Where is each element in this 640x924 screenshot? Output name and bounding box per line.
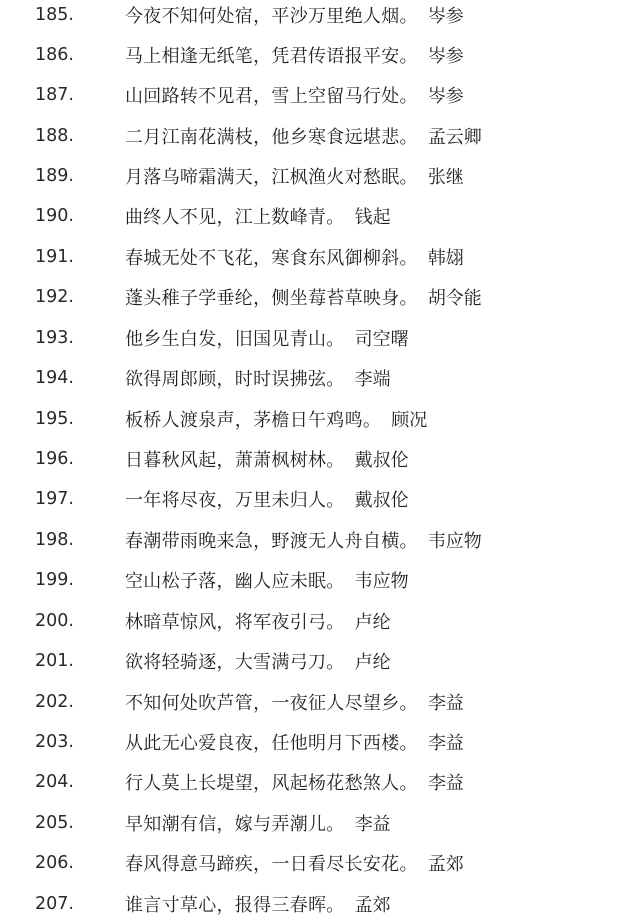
- verse-text: 曲终人不见，江上数峰青。: [125, 207, 345, 228]
- item-number: 186.: [35, 45, 74, 65]
- item-number: 205.: [35, 813, 74, 833]
- verse-text: 马上相逢无纸笔，凭君传语报平安。: [125, 46, 418, 67]
- author-name: 戴叔伦: [354, 450, 409, 471]
- verse-text: 一年将尽夜，万里未归人。: [125, 490, 345, 511]
- author-name: 张继: [427, 167, 464, 188]
- author-name: 韩翃: [427, 248, 464, 269]
- item-number: 207.: [35, 894, 74, 914]
- verse-text: 春风得意马蹄疾，一日看尽长安花。: [125, 854, 418, 875]
- author-name: 李益: [427, 733, 464, 754]
- list-item: [0, 641, 640, 681]
- list-item: [0, 803, 640, 843]
- list-item: [0, 35, 640, 75]
- list-item: [0, 399, 640, 439]
- author-name: 孟郊: [427, 854, 464, 875]
- author-name: 岑参: [427, 86, 464, 107]
- list-item: [0, 601, 640, 641]
- verse-text: 林暗草惊风，将军夜引弓。: [125, 612, 345, 633]
- verse-text: 月落乌啼霜满天，江枫渔火对愁眠。: [125, 167, 418, 188]
- list-item: [0, 439, 640, 479]
- item-number: 200.: [35, 611, 74, 631]
- item-number: 190.: [35, 206, 74, 226]
- list-item: [0, 520, 640, 560]
- verse-text: 早知潮有信，嫁与弄潮儿。: [125, 814, 345, 835]
- verse-text: 蓬头稚子学垂纶，侧坐莓苔草映身。: [125, 288, 418, 309]
- list-item: [0, 156, 640, 196]
- item-number: 197.: [35, 489, 74, 509]
- list-item: [0, 682, 640, 722]
- item-number: 193.: [35, 328, 74, 348]
- verse-text: 行人莫上长堤望，风起杨花愁煞人。: [125, 773, 418, 794]
- author-name: 岑参: [427, 46, 464, 67]
- author-name: 孟云卿: [427, 127, 482, 148]
- list-item: [0, 116, 640, 156]
- verse-text: 谁言寸草心，报得三春晖。: [125, 895, 345, 916]
- verse-text: 日暮秋风起，萧萧枫树林。: [125, 450, 345, 471]
- author-name: 韦应物: [354, 571, 409, 592]
- verse-text: 二月江南花满枝，他乡寒食远堪悲。: [125, 127, 418, 148]
- author-name: 卢纶: [354, 612, 391, 633]
- list-item: [0, 318, 640, 358]
- author-name: 李益: [427, 693, 464, 714]
- item-number: 202.: [35, 692, 74, 712]
- list-item: [0, 196, 640, 236]
- item-number: 198.: [35, 530, 74, 550]
- item-number: 194.: [35, 368, 74, 388]
- list-item: [0, 884, 640, 924]
- author-name: 岑参: [427, 6, 464, 27]
- list-item: [0, 75, 640, 115]
- author-name: 韦应物: [427, 531, 482, 552]
- item-number: 188.: [35, 126, 74, 146]
- list-item: [0, 277, 640, 317]
- author-name: 顾况: [391, 410, 428, 431]
- author-name: 钱起: [354, 207, 391, 228]
- author-name: 司空曙: [354, 329, 409, 350]
- list-item: [0, 762, 640, 802]
- author-name: 李端: [354, 369, 391, 390]
- verse-text: 不知何处吹芦管，一夜征人尽望乡。: [125, 693, 418, 714]
- item-number: 196.: [35, 449, 74, 469]
- item-number: 189.: [35, 166, 74, 186]
- author-name: 孟郊: [354, 895, 391, 916]
- item-number: 199.: [35, 570, 74, 590]
- verse-text: 他乡生白发，旧国见青山。: [125, 329, 345, 350]
- list-item: [0, 479, 640, 519]
- item-number: 201.: [35, 651, 74, 671]
- author-name: 卢纶: [354, 652, 391, 673]
- verse-text: 从此无心爱良夜，任他明月下西楼。: [125, 733, 418, 754]
- list-item: [0, 237, 640, 277]
- verse-text: 空山松子落，幽人应未眠。: [125, 571, 345, 592]
- author-name: 李益: [354, 814, 391, 835]
- item-number: 185.: [35, 5, 74, 25]
- list-item: [0, 560, 640, 600]
- list-item: [0, 722, 640, 762]
- author-name: 李益: [427, 773, 464, 794]
- verse-text: 板桥人渡泉声，茅檐日午鸡鸣。: [125, 410, 382, 431]
- item-number: 204.: [35, 772, 74, 792]
- list-item: [0, 0, 640, 35]
- item-number: 191.: [35, 247, 74, 267]
- verse-text: 春城无处不飞花，寒食东风御柳斜。: [125, 248, 418, 269]
- list-item: [0, 843, 640, 883]
- author-name: 胡令能: [427, 288, 482, 309]
- verse-text: 山回路转不见君，雪上空留马行处。: [125, 86, 418, 107]
- item-number: 192.: [35, 287, 74, 307]
- item-number: 206.: [35, 853, 74, 873]
- verse-text: 欲将轻骑逐，大雪满弓刀。: [125, 652, 345, 673]
- item-number: 203.: [35, 732, 74, 752]
- verse-text: 欲得周郎顾，时时误拂弦。: [125, 369, 345, 390]
- verse-text: 春潮带雨晚来急，野渡无人舟自横。: [125, 531, 418, 552]
- list-item: [0, 358, 640, 398]
- item-number: 195.: [35, 409, 74, 429]
- verse-text: 今夜不知何处宿，平沙万里绝人烟。: [125, 6, 418, 27]
- author-name: 戴叔伦: [354, 490, 409, 511]
- item-number: 187.: [35, 85, 74, 105]
